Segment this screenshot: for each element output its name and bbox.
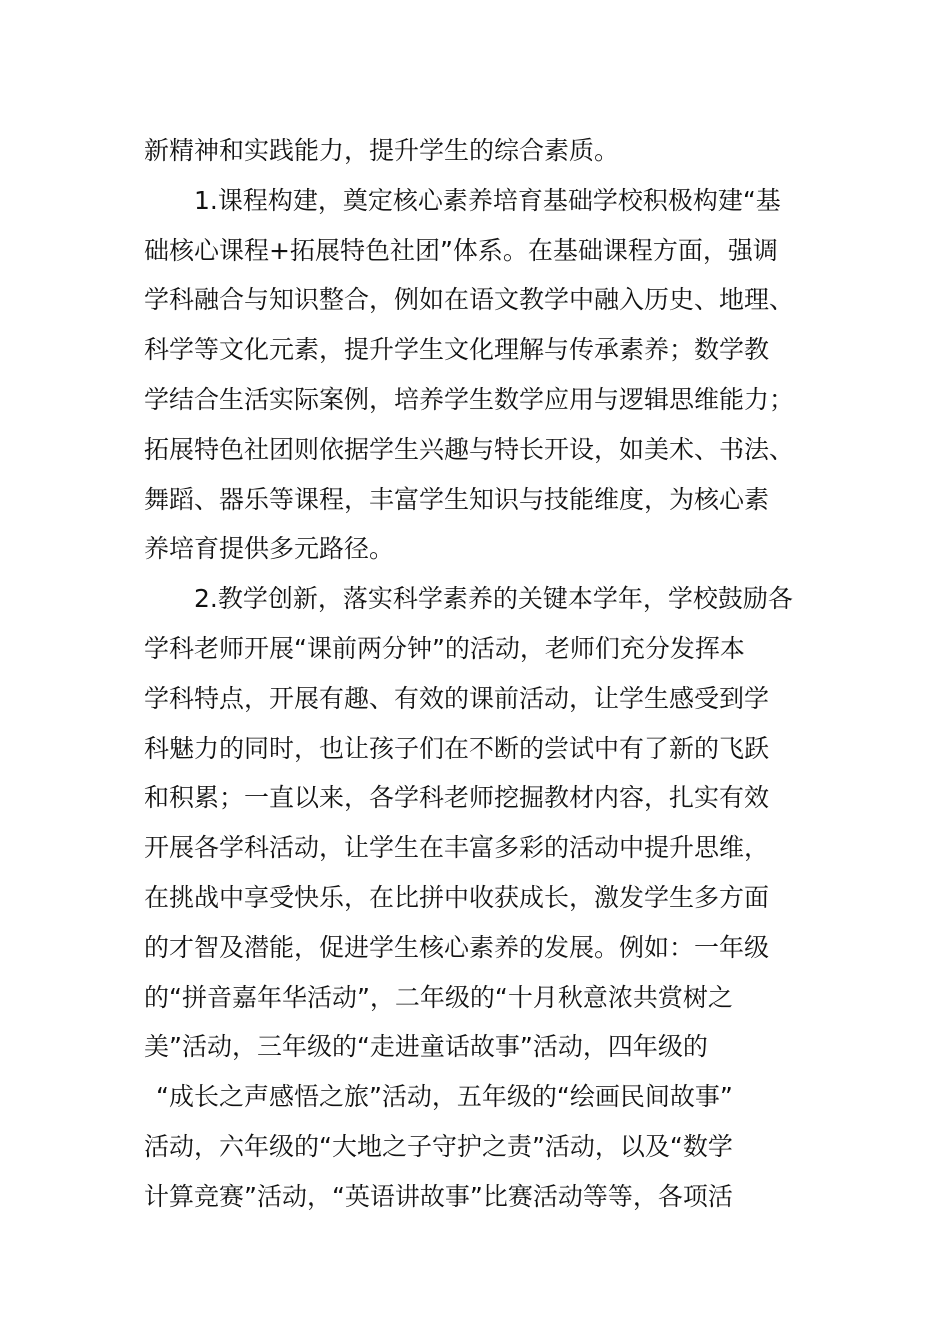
text-line: 计算竞赛”活动，“英语讲故事”比赛活动等等，各项活 [144,1181,733,1211]
text-line: 学科老师开展“课前两分钟”的活动，老师们充分发挥本 [144,633,745,663]
paragraph-2-heading-line: 2.教学创新，落实科学素养的关键本学年，学校鼓励各 [194,584,793,614]
text-line: 在挑战中享受快乐，在比拼中收获成长，激发学生多方面 [144,882,770,912]
text-line: 科魅力的同时，也让孩子们在不断的尝试中有了新的飞跃 [144,733,770,763]
text-line: 新精神和实践能力，提升学生的综合素质。 [144,136,620,165]
text-line: 和积累；一直以来，各学科老师挖掘教材内容，扎实有效 [144,783,770,813]
text-line: 科学等文化元素，提升学生文化理解与传承素养；数学教 [144,335,770,365]
text-line: 学科融合与知识整合，例如在语文教学中融入历史、地理、 [144,285,795,315]
text-line: “成长之声感悟之旅”活动，五年级的“绘画民间故事” [156,1082,733,1112]
text-line: 的“拼音嘉年华活动”，二年级的“十月秋意浓共赏树之 [144,982,733,1012]
paragraph-1-heading-line: 1.课程构建，奠定核心素养培育基础学校积极构建“基 [194,185,781,215]
text-line: 开展各学科活动，让学生在丰富多彩的活动中提升思维， [144,833,770,863]
text-line: 的才智及潜能，促进学生核心素养的发展。例如：一年级 [144,932,770,962]
text-line: 活动，六年级的“大地之子守护之责”活动，以及“数学 [144,1131,733,1161]
text-line: 舞蹈、器乐等课程，丰富学生知识与技能维度，为核心素 [144,484,770,514]
text-line: 学科特点，开展有趣、有效的课前活动，让学生感受到学 [144,683,770,713]
text-line: 学结合生活实际案例，培养学生数学应用与逻辑思维能力； [144,384,795,414]
text-line: 础核心课程+拓展特色社团”体系。在基础课程方面，强调 [144,235,778,265]
text-line: 美”活动，三年级的“走进童话故事”活动，四年级的 [144,1032,708,1062]
text-line: 拓展特色社团则依据学生兴趣与特长开设，如美术、书法、 [144,434,795,464]
text-line: 养培育提供多元路径。 [144,534,395,564]
body-text [144,126,814,1222]
